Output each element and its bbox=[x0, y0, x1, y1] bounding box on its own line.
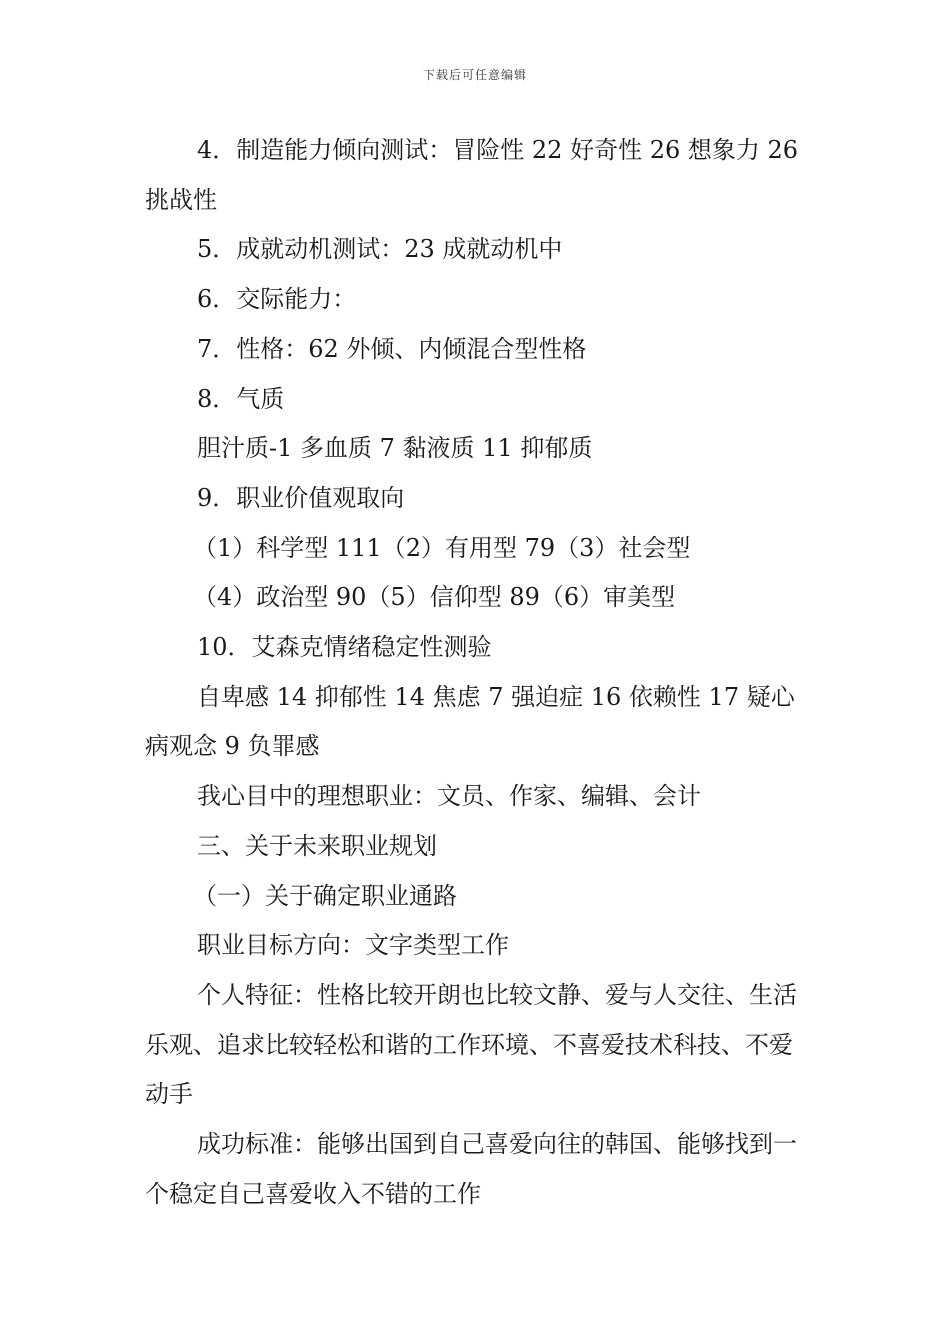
subsection-heading-career-path: （一）关于确定职业通路 bbox=[193, 881, 457, 910]
paragraph-eysenck-heading: 10．艾森克情绪稳定性测验 bbox=[197, 633, 492, 662]
page-header-note: 下载后可任意编辑 bbox=[422, 68, 527, 82]
paragraph-career-direction: 职业目标方向：文字类型工作 bbox=[197, 931, 509, 960]
document-body bbox=[145, 126, 813, 1219]
paragraph-eysenck-scores: 自卑感 14 抑郁性 14 焦虑 7 强迫症 16 依赖性 17 疑心病观念 9 负罪感 bbox=[145, 682, 795, 761]
paragraph-values-row-1: （1）科学型 111（2）有用型 79（3）社会型 bbox=[193, 533, 691, 562]
paragraph-success-criteria: 成功标准：能够出国到自己喜爱向往的韩国、能够找到一个稳定自己喜爱收入不错的工作 bbox=[145, 1130, 797, 1208]
paragraph-personal-traits: 个人特征：性格比较开朗也比较文静、爱与人交往、生活乐观、追求比较轻松和谐的工作环境、不喜爱技术科技、不爱动手 bbox=[145, 980, 797, 1109]
paragraph-ideal-career: 我心目中的理想职业：文员、作家、编辑、会计 bbox=[197, 782, 701, 811]
paragraph-values-row-2: （4）政治型 90（5）信仰型 89（6）审美型 bbox=[193, 583, 676, 612]
paragraph-temperament-scores: 胆汁质-1 多血质 7 黏液质 11 抑郁质 bbox=[197, 434, 593, 463]
paragraph-values-heading: 9．职业价值观取向 bbox=[197, 483, 405, 512]
paragraph-creativity-test: 4．制造能力倾向测试：冒险性 22 好奇性 26 想象力 26 挑战性 bbox=[145, 136, 799, 214]
paragraph-social-ability: 6．交际能力： bbox=[197, 285, 357, 314]
paragraph-personality: 7．性格：62 外倾、内倾混合型性格 bbox=[197, 334, 587, 363]
section-heading-career-plan: 三、关于未来职业规划 bbox=[197, 831, 437, 860]
paragraph-achievement-test: 5．成就动机测试：23 成就动机中 bbox=[197, 235, 563, 264]
paragraph-temperament-heading: 8．气质 bbox=[197, 384, 285, 413]
